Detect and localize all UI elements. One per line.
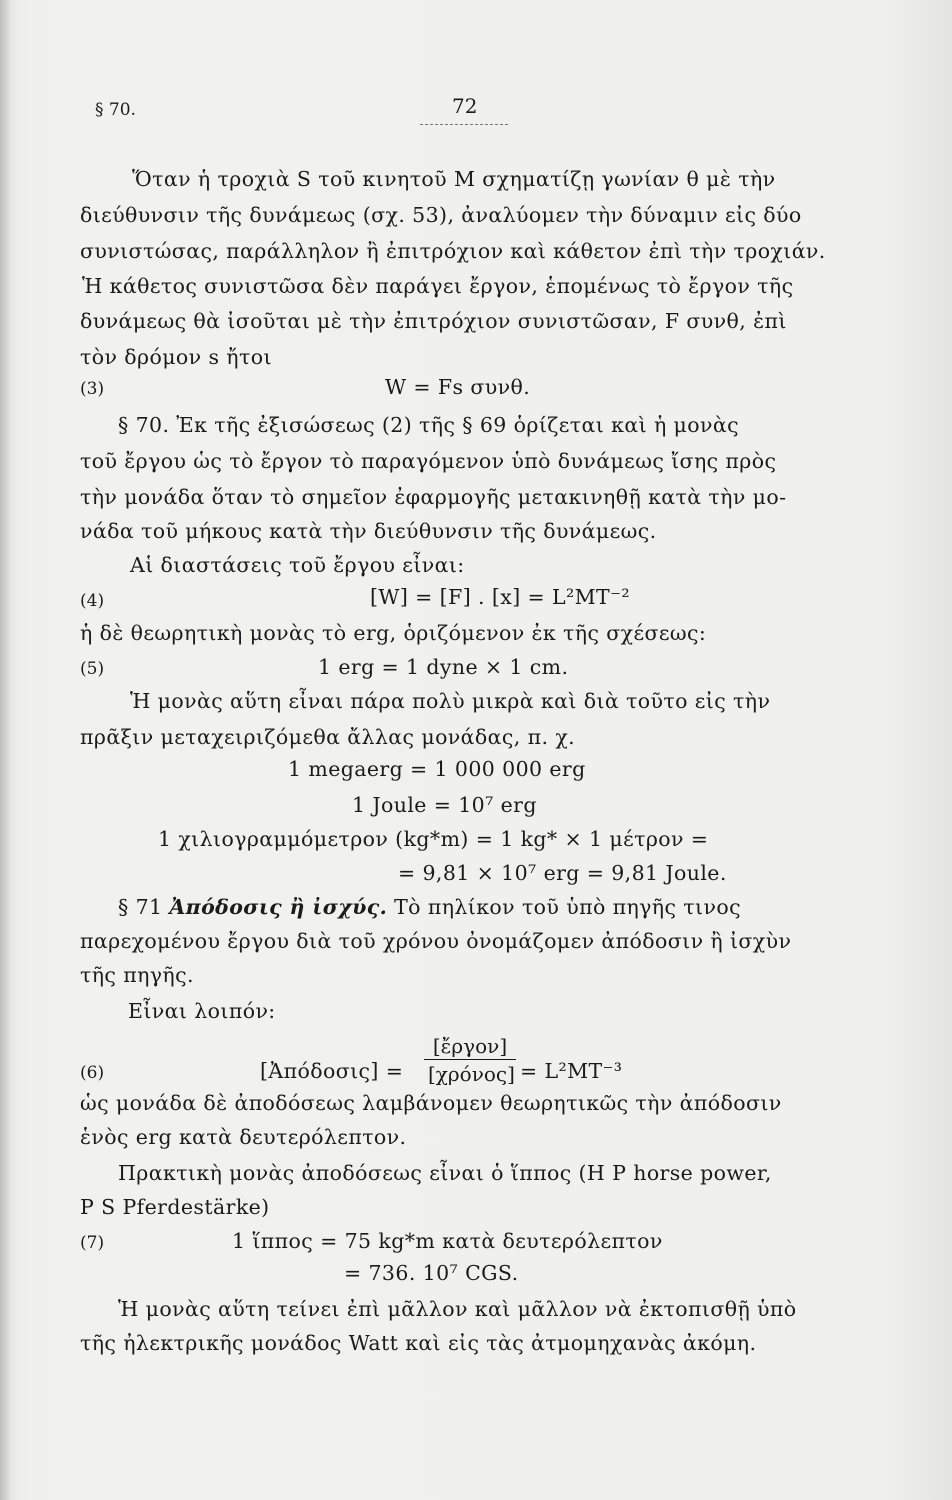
text-line: συνιστώσας, παράλληλον ἢ ἐπιτρόχιον καὶ κάθετον ἐπὶ τὴν τροχιάν. <box>80 239 826 263</box>
text-line: τῆς ἠλεκτρικῆς μονάδος Watt καὶ εἰς τὰς ἀτμομηχανὰς ἀκόμη. <box>80 1331 757 1355</box>
text-line: Ἡ μονὰς αὕτη εἶναι πάρα πολὺ μικρὰ καὶ διὰ τοῦτο εἰς τὴν <box>130 689 771 713</box>
unit-line: 1 χιλιογραμμόμετρον (kg*m) = 1 kg* × 1 μέτρον = <box>158 827 709 851</box>
text-line: P S Pferdestärke) <box>80 1195 270 1219</box>
text-line: ἑνὸς erg κατὰ δευτερόλεπτον. <box>80 1125 407 1149</box>
equation-6-fraction <box>424 1034 516 1086</box>
text-line: § 70. Ἐκ τῆς ἐξισώσεως (2) τῆς § 69 ὁρίζεται καὶ ἡ μονὰς <box>118 413 739 437</box>
equation-7-line1: 1 ἵππος = 75 kg*m κατὰ δευτερόλεπτον <box>232 1229 663 1253</box>
text-line: Ἡ μονὰς αὕτη τείνει ἐπὶ μᾶλλον καὶ μᾶλλον νὰ ἐκτοπισθῇ ὑπὸ <box>118 1297 797 1321</box>
fraction-numerator: [ἔργον] <box>432 1034 508 1058</box>
text-line: Ὅταν ἡ τροχιὰ S τοῦ κινητοῦ M σχηματίζῃ γωνίαν θ μὲ τὴν <box>132 167 776 191</box>
equation-3: W = Fs συνθ. <box>385 375 531 399</box>
text-line: τῆς πηγῆς. <box>80 963 194 987</box>
equation-number: (5) <box>80 659 105 679</box>
equation-5: 1 erg = 1 dyne × 1 cm. <box>318 655 569 679</box>
text-line: Πρακτικὴ μονὰς ἀποδόσεως εἶναι ὁ ἵππος (H P horse power, <box>118 1161 772 1185</box>
fraction-denominator: [χρόνος] <box>428 1062 515 1086</box>
equation-number: (4) <box>80 591 105 611</box>
section-71-number: § 71 <box>118 895 163 919</box>
equation-4: [W] = [F] . [x] = L²MT⁻² <box>370 585 630 609</box>
text-line: παρεχομένου ἔργου διὰ τοῦ χρόνου ὀνομάζομεν ἀπόδοσιν ἢ ἰσχὺν <box>80 929 792 953</box>
equation-number: (3) <box>80 379 105 399</box>
equation-6-rhs: = L²MT⁻³ <box>520 1059 623 1083</box>
text-line: πρᾶξιν μεταχειριζόμεθα ἄλλας μονάδας, π. χ. <box>80 725 576 749</box>
equation-6-lhs: [Ἀπόδοσις] = <box>260 1059 404 1083</box>
text-line: τοῦ ἔργου ὡς τὸ ἔργον τὸ παραγόμενον ὑπὸ δυνάμεως ἴσης πρὸς <box>80 449 777 473</box>
text-line: Αἱ διαστάσεις τοῦ ἔργου εἶναι: <box>130 553 465 577</box>
unit-line: 1 Joule = 10⁷ erg <box>352 793 537 817</box>
text-line: ἡ δὲ θεωρητικὴ μονὰς τὸ erg, ὁριζόμενον ἐκ τῆς σχέσεως: <box>80 621 707 645</box>
unit-line: 1 megaerg = 1 000 000 erg <box>288 757 586 781</box>
equation-7-line2: = 736. 10⁷ CGS. <box>344 1261 519 1285</box>
text-line: νάδα τοῦ μήκους κατὰ τὴν διεύθυνσιν τῆς δυνάμεως. <box>80 519 657 543</box>
text-line: δυνάμεως θὰ ἰσοῦται μὲ τὴν ἐπιτρόχιον συνιστῶσαν, F συνθ, ἐπὶ <box>80 309 787 333</box>
section-marker: § 70. <box>95 100 136 120</box>
equation-number: (7) <box>80 1233 105 1253</box>
fraction-bar <box>424 1059 516 1060</box>
text-line: Εἶναι λοιπόν: <box>128 999 276 1023</box>
page-number: 72 <box>452 94 478 118</box>
unit-line: = 9,81 × 10⁷ erg = 9,81 Joule. <box>398 861 727 885</box>
text-line: Ἡ κάθετος συνιστῶσα δὲν παράγει ἔργον, ἑπομένως τὸ ἔργον τῆς <box>82 274 794 298</box>
section-71-text: Τὸ πηλίκον τοῦ ὑπὸ πηγῆς τινος <box>394 895 741 919</box>
text-line: διεύθυνσιν τῆς δυνάμεως (σχ. 53), ἀναλύομεν τὴν δύναμιν εἰς δύο <box>80 203 802 227</box>
page-binding-edge <box>0 0 9 1500</box>
section-71-title: Ἀπόδοσις ἢ ἰσχύς. <box>169 895 388 919</box>
text-line: τὴν μονάδα ὅταν τὸ σημεῖον ἐφαρμογῆς μετακινηθῇ κατὰ τὴν μο- <box>80 485 787 509</box>
equation-number: (6) <box>80 1063 105 1083</box>
text-line: ὡς μονάδα δὲ ἀποδόσεως λαμβάνομεν θεωρητικῶς τὴν ἀπόδοσιν <box>80 1091 782 1115</box>
header-rule <box>420 124 508 125</box>
section-71-heading <box>118 894 741 920</box>
text-line: τὸν δρόμον s ἤτοι <box>80 345 272 369</box>
